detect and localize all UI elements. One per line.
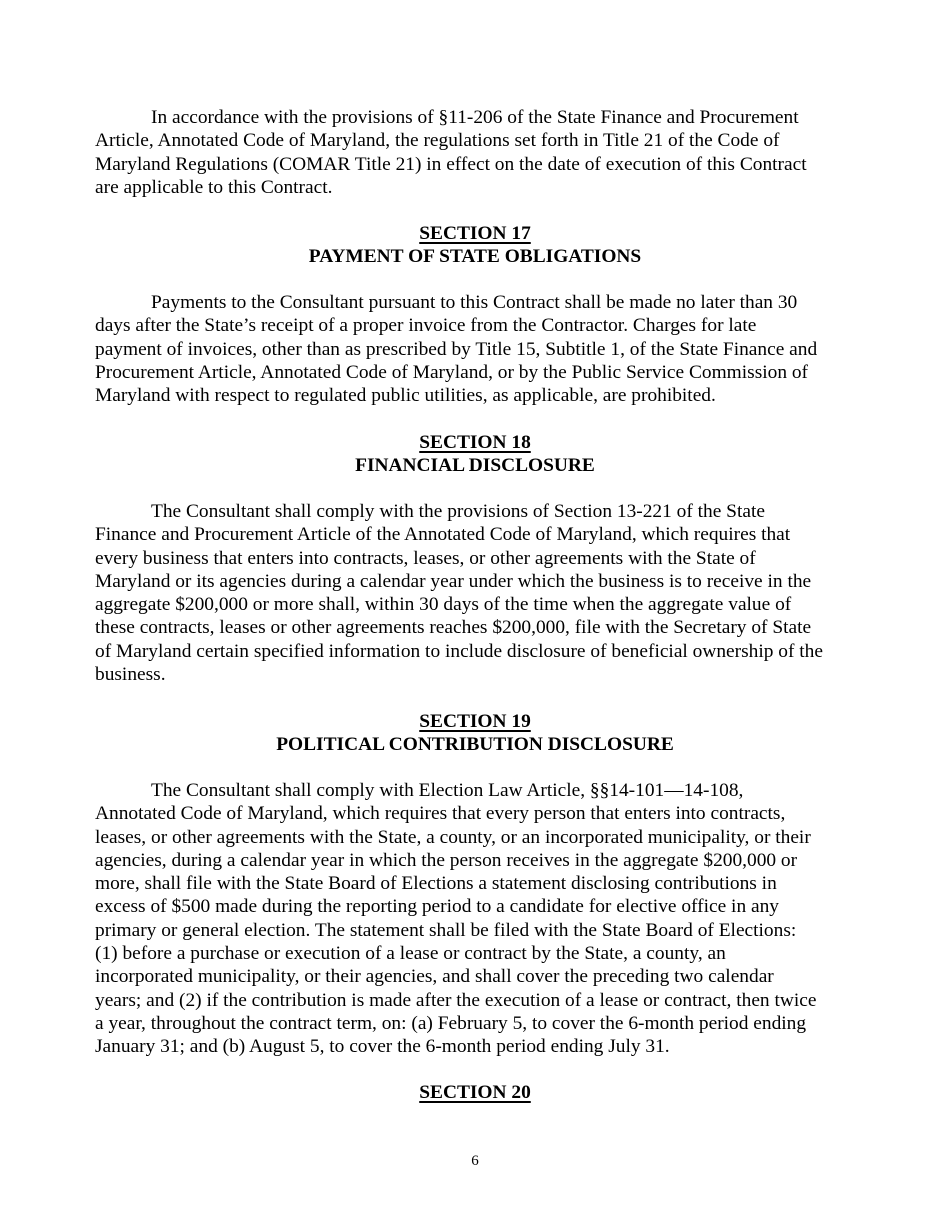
paragraph-line: The Consultant shall comply with Election Law Article, §§14-101—14-108, bbox=[151, 780, 744, 801]
paragraph-line: Maryland Regulations (COMAR Title 21) in effect on the date of execution of this Contract bbox=[95, 153, 807, 175]
paragraph-line: leases, or other agreements with the State, a county, or an incorporated municipality, or their bbox=[95, 826, 811, 848]
paragraph-line: a year, throughout the contract term, on: (a) February 5, to cover the 6-month period ending bbox=[95, 1012, 807, 1034]
paragraph-line: Maryland with respect to regulated public utilities, as applicable, are prohibited. bbox=[95, 385, 716, 407]
paragraph-line: primary or general election. The statement shall be filed with the State Board of Elections: bbox=[95, 919, 797, 941]
section-19-paragraph bbox=[95, 779, 865, 1059]
paragraph-line: January 31; and (b) August 5, to cover the 6-month period ending July 31. bbox=[95, 1036, 670, 1058]
paragraph-line: incorporated municipality, or their agencies, and shall cover the preceding two calendar bbox=[95, 966, 774, 988]
paragraph-line: (1) before a purchase or execution of a lease or contract by the State, a county, an bbox=[95, 943, 726, 965]
paragraph-line: Maryland or its agencies during a calendar year under which the business is to receive in the bbox=[95, 570, 812, 592]
section-number: SECTION 19 bbox=[419, 711, 531, 732]
paragraph-line: more, shall file with the State Board of Elections a statement disclosing contributions in bbox=[95, 873, 777, 895]
paragraph-line: aggregate $200,000 or more shall, within 30 days of the time when the aggregate value of bbox=[95, 594, 792, 616]
page-number: 6 bbox=[471, 1153, 479, 1169]
section-title: POLITICAL CONTRIBUTION DISCLOSURE bbox=[276, 734, 674, 756]
paragraph-line: agencies, during a calendar year in which the person receives in the aggregate $200,000 or bbox=[95, 849, 798, 871]
paragraph-line: The Consultant shall comply with the provisions of Section 13-221 of the State bbox=[151, 501, 765, 522]
paragraph-line: excess of $500 made during the reporting period to a candidate for elective office in any bbox=[95, 896, 779, 918]
paragraph-line: Finance and Procurement Article of the Annotated Code of Maryland, which requires that bbox=[95, 524, 791, 546]
paragraph-line: In accordance with the provisions of §11-206 of the State Finance and Procurement bbox=[151, 107, 799, 128]
section-19-heading bbox=[0, 710, 950, 757]
paragraph-line: Payments to the Consultant pursuant to this Contract shall be made no later than 30 bbox=[151, 292, 798, 313]
section-20-heading bbox=[0, 1081, 950, 1104]
paragraph-line: of Maryland certain specified information to include disclosure of beneficial ownership of the bbox=[95, 640, 823, 662]
paragraph-line: these contracts, leases or other agreements reaches $200,000, file with the Secretary of State bbox=[95, 617, 812, 639]
paragraph-line: Procurement Article, Annotated Code of Maryland, or by the Public Service Commission of bbox=[95, 361, 809, 383]
section-number: SECTION 17 bbox=[419, 223, 531, 244]
paragraph-line: are applicable to this Contract. bbox=[95, 176, 333, 198]
paragraph-line: every business that enters into contracts, leases, or other agreements with the State of bbox=[95, 547, 756, 569]
section-18-paragraph bbox=[95, 500, 865, 686]
intro-paragraph bbox=[95, 106, 865, 199]
paragraph-line: days after the State’s receipt of a proper invoice from the Contractor. Charges for late bbox=[95, 315, 757, 337]
paragraph-line: business. bbox=[95, 664, 166, 686]
paragraph-line: Annotated Code of Maryland, which requires that every person that enters into contracts, bbox=[95, 803, 786, 825]
paragraph-line: payment of invoices, other than as prescribed by Title 15, Subtitle 1, of the State Finance and bbox=[95, 338, 818, 360]
section-title: PAYMENT OF STATE OBLIGATIONS bbox=[308, 246, 642, 268]
section-number: SECTION 18 bbox=[419, 432, 531, 453]
section-18-heading bbox=[0, 431, 950, 478]
section-17-paragraph bbox=[95, 291, 865, 407]
section-title: FINANCIAL DISCLOSURE bbox=[355, 455, 595, 477]
section-number: SECTION 20 bbox=[419, 1082, 531, 1103]
paragraph-line: years; and (2) if the contribution is made after the execution of a lease or contract, then twice bbox=[95, 989, 817, 1011]
paragraph-line: Article, Annotated Code of Maryland, the regulations set forth in Title 21 of the Code of bbox=[95, 130, 780, 152]
section-17-heading bbox=[0, 222, 950, 269]
